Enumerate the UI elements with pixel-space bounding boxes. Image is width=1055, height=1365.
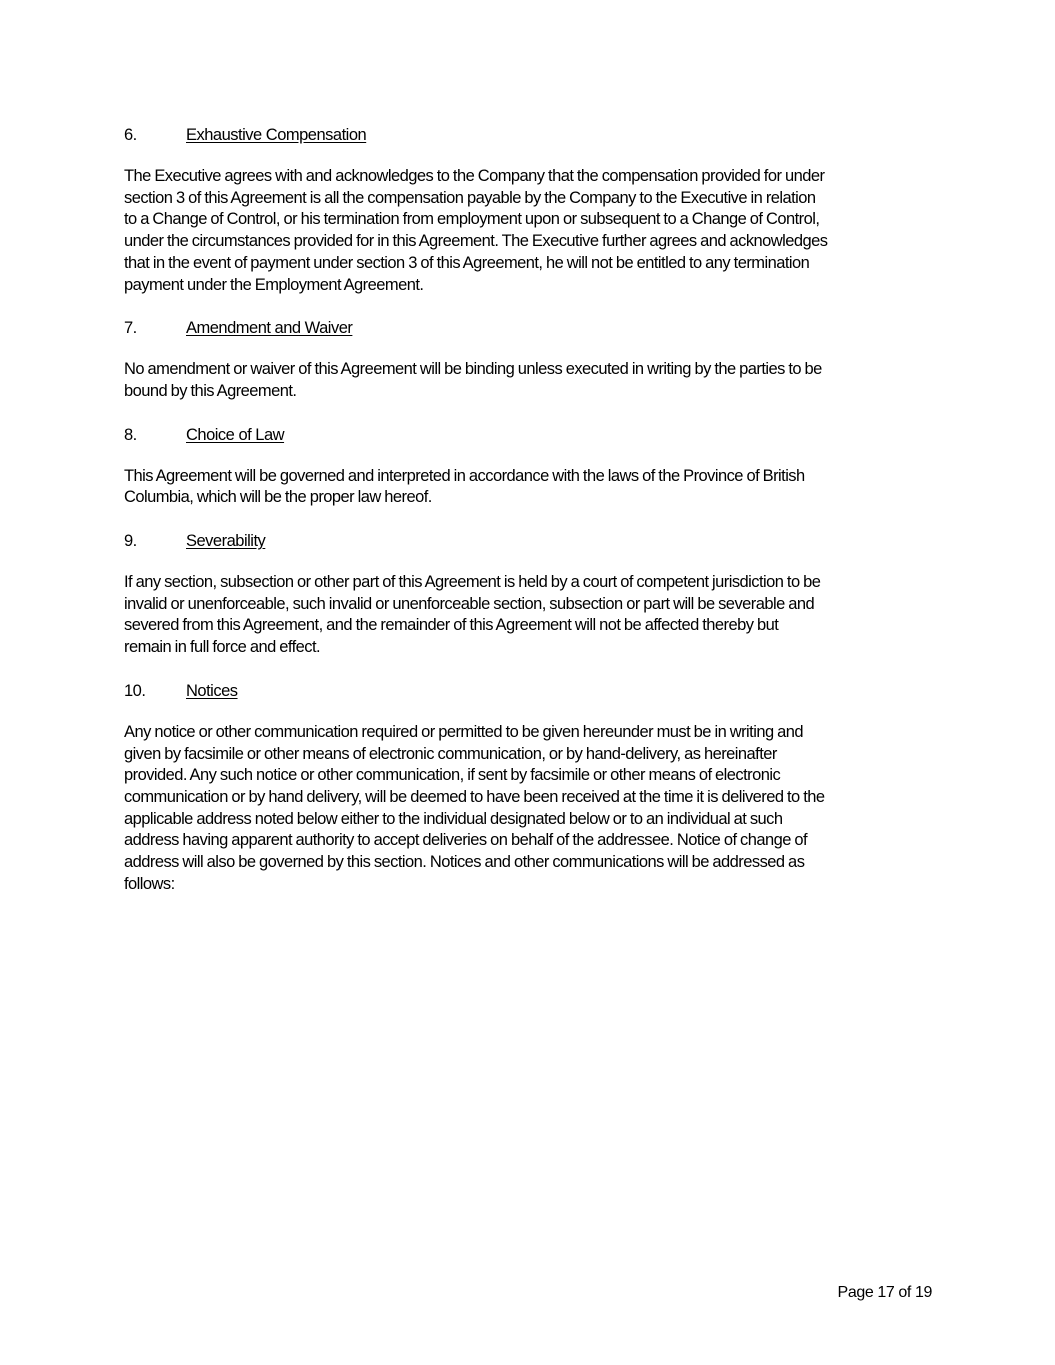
section-body: No amendment or waiver of this Agreement will be binding unless executed in writing by the parties to be bound by this Agreement. [124, 360, 822, 400]
section-body: This Agreement will be governed and interpreted in accordance with the laws of the Province of British Columbia, which will be the proper law hereof. [124, 466, 805, 507]
section-exhaustive-compensation [124, 124, 936, 296]
section-heading [124, 680, 936, 702]
section-heading [124, 424, 936, 446]
section-title: Choice of Law [186, 425, 285, 444]
document-page [124, 124, 936, 916]
section-number: 8. [124, 425, 137, 444]
section-number: 6. [124, 126, 137, 144]
section-heading [124, 317, 936, 339]
page-number-footer: Page 17 of 19 [837, 1284, 932, 1301]
section-title: Exhaustive Compensation [186, 126, 367, 144]
section-choice-of-law [124, 424, 936, 509]
section-title: Amendment and Waiver [186, 319, 353, 338]
section-heading [124, 530, 936, 552]
section-body: If any section, subsection or other part of this Agreement is held by a court of competent jurisdiction to be invalid or unenforceable, such invalid or unenforceable section, subsection or part will be severable and severed from this Agreement, and the remainder of this Agreement will not be affected thereby but remain in full force and effect. [124, 573, 821, 657]
section-heading [124, 124, 936, 146]
section-body: The Executive agrees with and acknowledges to the Company that the compensation provided for under section 3 of this Agreement is all the compensation payable by the Company to the Executive in relation to a Change of Control, or his termination from employment upon or subsequent to a Change of Control, under the circumstances provided for in this Agreement. The Executive further agrees and acknowledges that in the event of payment under section 3 of this Agreement, he will not be entitled to any termination payment under the Employment Agreement. [124, 167, 828, 294]
section-number: 10. [124, 681, 146, 700]
section-severability [124, 530, 936, 659]
section-number: 7. [124, 319, 137, 338]
section-body: Any notice or other communication required or permitted to be given hereunder must be in writing and given by facsimile or other means of electronic communication, or by hand-delivery, as hereinafter provided. Any such notice or other communication, if sent by facsimile or other means of electronic communication or by hand delivery, will be deemed to have been received at the time it is delivered to the applicable address noted below either to the individual designated below or to an individual at such address having apparent authority to accept deliveries on behalf of the addressee. Notice of change of address will also be governed by this section. Notices and other communications will be addressed as follows: [124, 722, 825, 893]
section-number: 9. [124, 532, 137, 551]
section-title: Notices [186, 681, 238, 700]
section-amendment-and-waiver [124, 317, 936, 402]
section-title: Severability [186, 532, 266, 551]
section-notices [124, 680, 936, 896]
